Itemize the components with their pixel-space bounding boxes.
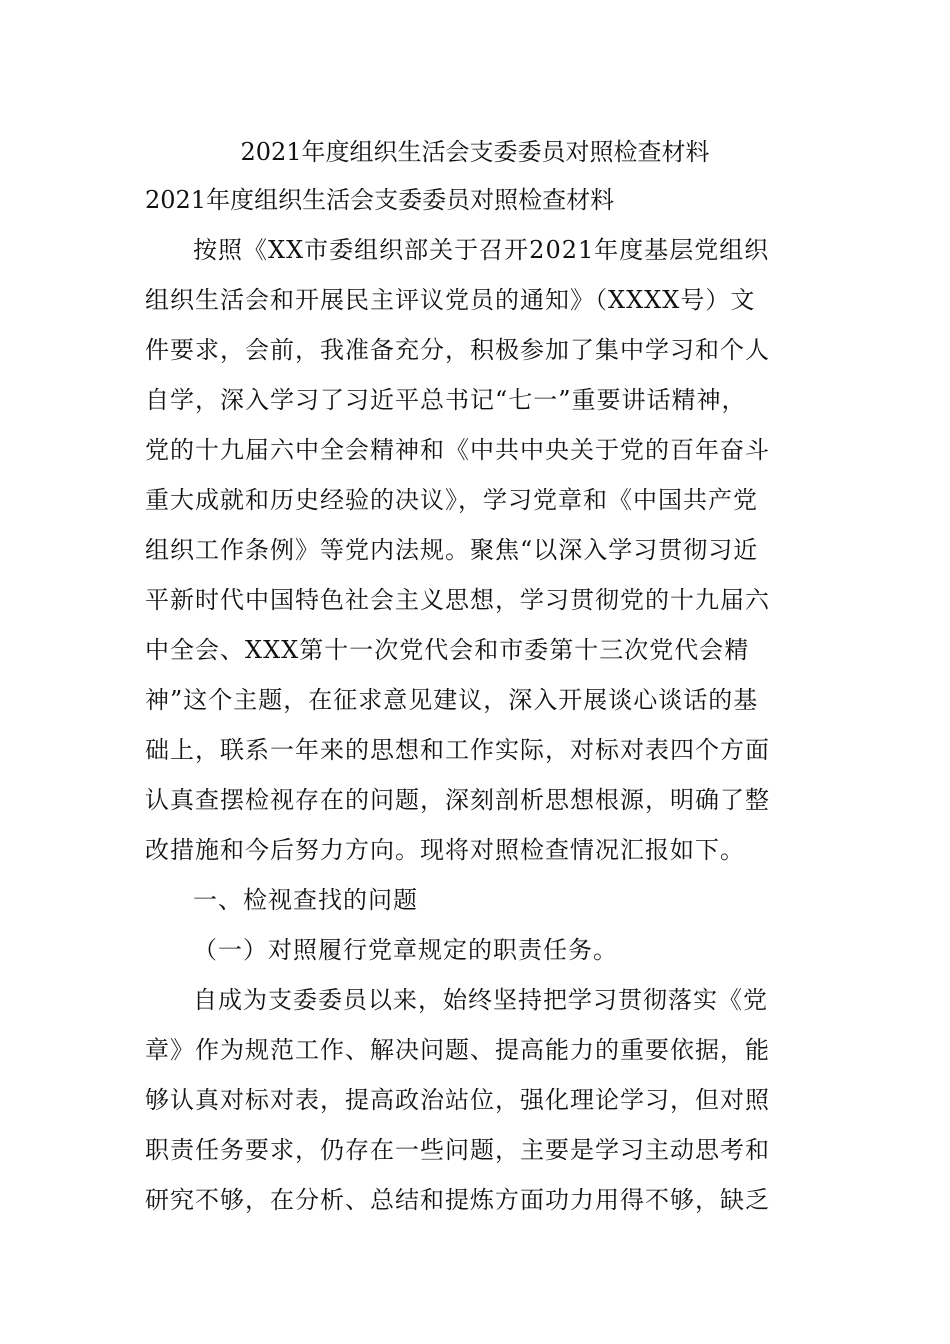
document-title-left: 2021年度组织生活会支委委员对照检查材料 (145, 186, 615, 214)
paragraph-line: 够认真对标对表，提高政治站位，强化理论学习，但对照 (145, 1086, 770, 1114)
paragraph-line: 神”这个主题，在征求意见建议，深入开展谈心谈话的基 (145, 686, 759, 714)
paragraph-line: 党的十九届六中全会精神和《中共中央关于党的百年奋斗 (145, 436, 770, 464)
paragraph-line: 认真查摆检视存在的问题，深刻剖析思想根源，明确了整 (145, 786, 770, 814)
paragraph-line: 章》作为规范工作、解决问题、提高能力的重要依据，能 (145, 1036, 770, 1064)
section-heading: 一、检视查找的问题 (193, 886, 418, 914)
document-title-centered: 2021年度组织生活会支委委员对照检查材料 (240, 138, 710, 166)
paragraph-line: 职责任务要求，仍存在一些问题，主要是学习主动思考和 (145, 1136, 770, 1164)
subsection-heading: （一）对照履行党章规定的职责任务。 (193, 936, 618, 964)
paragraph-line: 改措施和今后努力方向。现将对照检查情况汇报如下。 (145, 836, 745, 864)
paragraph-line: 平新时代中国特色社会主义思想，学习贯彻党的十九届六 (145, 586, 770, 614)
paragraph-line: 自成为支委委员以来，始终坚持把学习贯彻落实《党 (193, 986, 768, 1014)
paragraph-line: 组织工作条例》等党内法规。聚焦“以深入学习贯彻习近 (145, 536, 759, 564)
paragraph-line: 础上，联系一年来的思想和工作实际，对标对表四个方面 (145, 736, 770, 764)
paragraph-line: 重大成就和历史经验的决议》，学习党章和《中国共产党 (145, 486, 758, 514)
paragraph-line: 件要求，会前，我准备充分，积极参加了集中学习和个人 (145, 336, 770, 364)
paragraph-line: 组织生活会和开展民主评议党员的通知》（XXXX号）文 (145, 286, 756, 314)
paragraph-line: 中全会、XXX第十一次党代会和市委第十三次党代会精 (145, 636, 750, 664)
paragraph-line: 按照《XX市委组织部关于召开2021年度基层党组织 (193, 236, 770, 264)
paragraph-line: 研究不够，在分析、总结和提炼方面功力用得不够，缺乏 (145, 1186, 770, 1214)
paragraph-line: 自学，深入学习了习近平总书记“七一”重要讲话精神， (145, 386, 747, 414)
